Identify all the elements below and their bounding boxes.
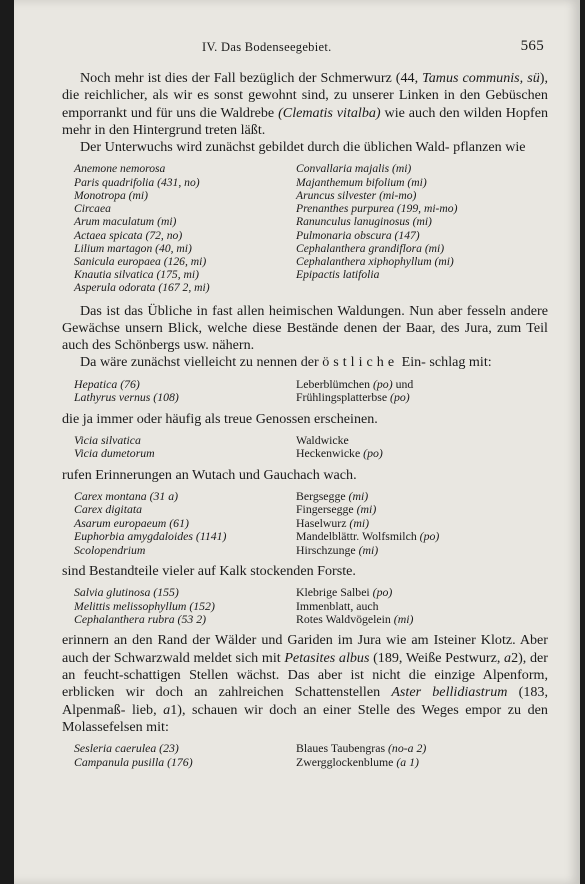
text-line: Noch mehr ist dies der Fall bezüglich der Schmerwurz (44,: [80, 70, 419, 86]
text-line-g3: sind Bestandteile vieler auf Kalk stockenden Forste.: [62, 562, 356, 579]
plant-german: Heckenwicke (po): [296, 446, 383, 461]
species-row: [62, 215, 548, 228]
species-right: Ranunculus lanuginosus (mi): [296, 215, 432, 229]
plant-row: [62, 447, 548, 460]
text-italic: albus: [338, 649, 370, 666]
plant-latin: Vicia dumetorum: [74, 446, 155, 461]
plant-group-1: [62, 378, 548, 405]
species-right: Convallaria majalis (mi): [296, 162, 412, 176]
text-italic: a: [504, 649, 512, 666]
text-italic: Petasites: [284, 649, 336, 666]
species-left: Arum maculatum (mi): [74, 215, 177, 229]
plant-german: Bergsegge (mi): [296, 488, 369, 503]
species-right: [274, 281, 548, 294]
text-spaced: östliche: [322, 354, 399, 371]
text-line: lieb,: [131, 701, 164, 718]
running-header: [14, 38, 580, 58]
plant-latin: Sesleria caerulea (23): [74, 741, 179, 756]
plant-latin: Vicia silvatica: [74, 432, 141, 447]
text-line-g2: rufen Erinnerungen an Wutach und Gauchach wach.: [62, 466, 357, 483]
species-right: Cephalanthera grandiflora (mi): [296, 241, 445, 255]
plant-row: [62, 378, 548, 391]
text-line: ), die reichlicher, als wir es sonst gewohnt sind,: [62, 70, 548, 104]
species-left: Circaea: [74, 202, 111, 216]
species-left: Anemone nemorosa: [74, 162, 166, 176]
plant-german: Frühlingsplatterbse (po): [296, 390, 410, 405]
species-row: [62, 202, 548, 215]
species-left: Actaea spicata (72, no): [74, 228, 183, 242]
text-italic: Tamus communis, sü: [422, 70, 540, 86]
plant-latin: Scolopendrium: [74, 542, 146, 557]
species-right: Cephalanthera xiphophyllum (mi): [296, 254, 454, 268]
plant-latin: Campanula pusilla (176): [74, 754, 193, 769]
text-line: an zahlreichen Schattenstellen: [194, 684, 392, 701]
species-row: [62, 229, 548, 242]
text-line: Der Unterwuchs wird zunächst gebildet durch die üblichen Wald-: [80, 139, 450, 156]
plant-german: Haselwurz (mi): [296, 515, 370, 530]
plant-row: [62, 742, 548, 755]
plant-latin: Melittis melissophyllum (152): [74, 598, 215, 613]
species-row: [62, 242, 548, 255]
text-line: der Baar, des Jura, zum Teil auch des Schönbergs usw. nähern.: [62, 319, 548, 354]
plant-row: [62, 517, 548, 530]
species-list: [62, 162, 548, 294]
text-line: wächst. Das aber ist nicht die einzige Alpenform, erblicken wir doch: [62, 667, 548, 701]
text-line: pflanzen wie: [453, 139, 526, 156]
species-row: [62, 268, 548, 281]
plant-german: Rotes Waldvögelein (mi): [296, 612, 414, 627]
plant-row: [62, 544, 548, 557]
plant-row: [62, 600, 548, 613]
chapter-title: IV. Das Bodenseegebiet.: [202, 40, 332, 54]
plant-german: Hirschzunge (mi): [296, 542, 379, 557]
species-left: Asperula odorata (167 2, mi): [74, 281, 210, 295]
species-row: [62, 189, 548, 202]
plant-group-3: [62, 490, 548, 557]
text-line: (189, Weiße Pestwurz,: [369, 649, 505, 666]
page-number: 565: [520, 38, 544, 54]
paragraph-3: [62, 303, 548, 355]
species-left: Lilium martagon (40, mi): [74, 241, 192, 255]
plant-row: [62, 503, 548, 516]
plant-latin: Carex digitata: [74, 502, 143, 517]
text-line: Da wäre zunächst vielleicht zu nennen der: [80, 354, 323, 371]
text-line: (183, Alpenmaß-: [62, 684, 548, 718]
text-line: erinnern an den Rand der Wälder und Gariden im Jura wie am: [62, 632, 429, 649]
plant-group-2: [62, 434, 548, 461]
plant-latin: Asarum europaeum (61): [74, 515, 189, 530]
text-line: Hintergrund treten läßt.: [132, 121, 266, 138]
species-right: Pulmonaria obscura (147): [296, 228, 420, 242]
plant-row: [62, 391, 548, 404]
plant-german: Zwergglockenblume (a 1): [296, 754, 419, 769]
plant-german: Immenblatt, auch: [296, 598, 379, 613]
species-row: [62, 255, 548, 268]
plant-latin: Carex montana (31 a): [74, 488, 179, 503]
text-line: zu unserer Linken in den Gebüschen emporrankt und für uns die: [62, 87, 548, 121]
plant-latin: Salvia glutinosa (155): [74, 585, 179, 600]
plant-row: [62, 613, 548, 626]
plant-group-5: [62, 742, 548, 769]
plant-german: Blaues Taubengras (no-a 2): [296, 741, 427, 756]
species-left: Monotropa (mi): [74, 188, 148, 202]
plant-german: Mandelblättr. Wolfsmilch (po): [296, 529, 440, 544]
text-italic: a: [163, 701, 171, 718]
book-page: [14, 0, 580, 884]
paragraph-4: [62, 354, 548, 371]
species-left: Sanicula europaea (126, mi): [74, 254, 207, 268]
paragraph-1: [62, 70, 548, 139]
plant-row: [62, 586, 548, 599]
plant-latin: Hepatica (76): [74, 376, 140, 391]
plant-latin: Lathyrus vernus (108): [74, 390, 179, 405]
plant-german: Fingersegge (mi): [296, 502, 377, 517]
species-right: Aruncus silvester (mi-mo): [296, 188, 417, 202]
page-body: [62, 70, 548, 775]
text-line: 1), schauen wir doch an einer Stelle des Weges empor zu den: [170, 701, 548, 718]
plant-german: Klebrige Salbei (po): [296, 585, 393, 600]
plant-latin: Euphorbia amygdaloides (1141): [74, 529, 227, 544]
text-line: fesseln andere Gewächse unsern Blick, welche diese Bestände denen: [62, 302, 548, 336]
plant-row: [62, 756, 548, 769]
text-italic: Aster bellidiastrum: [391, 684, 508, 701]
plant-group-4: [62, 586, 548, 626]
paragraph-2: [62, 139, 548, 156]
species-right: Epipactis latifolia: [296, 268, 380, 282]
species-row: [62, 281, 548, 294]
text-line-g1: die ja immer oder häufig als treue Genossen erscheinen.: [62, 410, 378, 427]
plant-german: Leberblümchen (po) und: [296, 376, 414, 391]
text-line: 2), der an feucht-schattigen Stellen: [62, 649, 548, 684]
text-line: Waldrebe: [220, 104, 279, 121]
species-right: Majanthemum bifolium (mi): [296, 175, 427, 189]
species-left: Paris quadrifolia (431, no): [74, 175, 200, 189]
paragraph-5: [62, 632, 548, 736]
plant-row: [62, 434, 548, 447]
text-line: Das ist das Übliche in fast allen heimischen Waldungen. Nun aber: [80, 302, 463, 319]
plant-german: Waldwicke: [296, 432, 349, 447]
species-row: [62, 162, 548, 175]
text-line: Ein-: [398, 354, 426, 371]
plant-row: [62, 530, 548, 543]
species-row: [62, 176, 548, 189]
text-line: Isteiner Klotz. Aber auch der Schwarzwald meldet sich mit: [62, 632, 548, 666]
species-right: Prenanthes purpurea (199, mi-mo): [296, 202, 458, 216]
text-italic: (Clematis vitalba): [278, 104, 381, 121]
plant-latin: Cephalanthera rubra (53 2): [74, 612, 207, 627]
species-left: Knautia silvatica (175, mi): [74, 268, 199, 282]
plant-row: [62, 490, 548, 503]
text-line: wie auch den wilden Hopfen mehr in den: [62, 104, 549, 138]
text-line: schlag mit:: [429, 354, 492, 371]
text-line: Molassefelsen mit:: [62, 718, 169, 735]
